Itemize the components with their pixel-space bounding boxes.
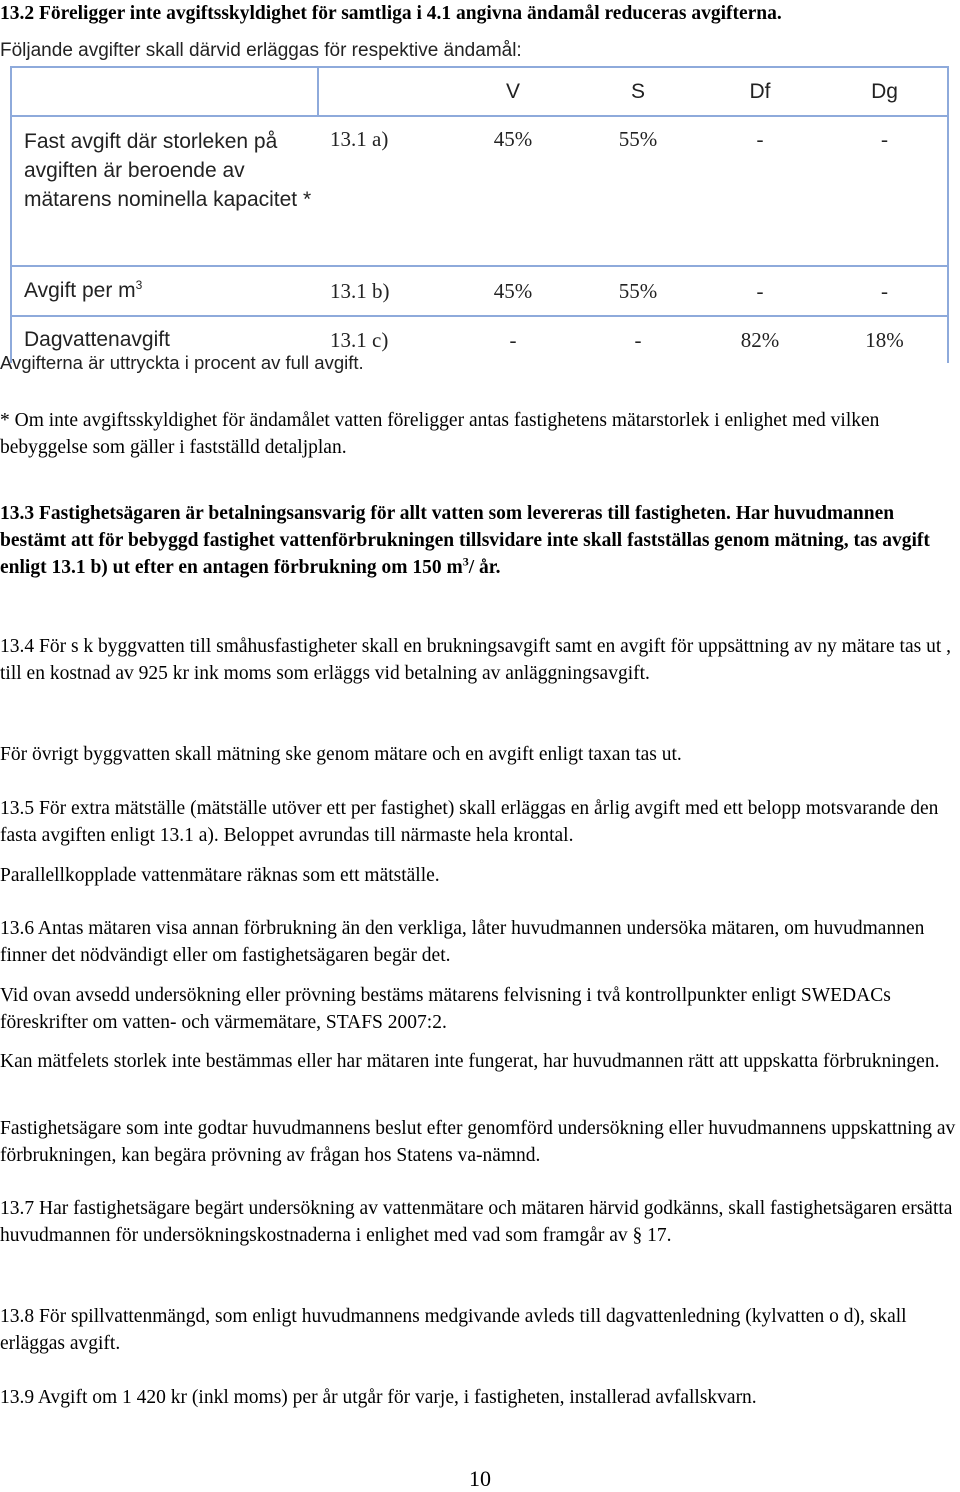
- value-s: 55%: [578, 116, 698, 266]
- table-row: [11, 266, 948, 316]
- value-dg: -: [822, 266, 948, 316]
- section-13-5: 13.5 För extra mätställe (mätställe utöver ett per fastighet) skall erläggas en årlig avgift med ett belopp motsvarande den fasta avgiften enligt 13.1 a). Beloppet avrundas till närmaste hela krontal.: [0, 798, 939, 846]
- value-s: 55%: [578, 266, 698, 316]
- column-header-s: S: [578, 67, 698, 116]
- value-v: 45%: [448, 266, 578, 316]
- row-label: Fast avgift där storleken på avgiften är beroende av mätarens nominella kapacitet *: [11, 116, 318, 266]
- paragraph-swedac: Vid ovan avsedd undersökning eller prövning bestäms mätarens felvisning i två kontrollpunkter enligt SWEDACs föreskrifter om vatten- och värmemätare, STAFS 2007:2.: [0, 985, 891, 1033]
- table-header-row: [11, 67, 948, 116]
- column-header-df: Df: [698, 67, 822, 116]
- section-13-3-unit: / år.: [468, 557, 501, 578]
- value-df: -: [698, 266, 822, 316]
- column-header-v: V: [448, 67, 578, 116]
- row-label: Dagvattenavgift: [11, 316, 318, 363]
- value-v: -: [509, 327, 517, 352]
- section-13-4: 13.4 För s k byggvatten till småhusfastigheter skall en brukningsavgift samt en avgift för uppsättning av ny mätare tas ut , till en kostnad av 925 kr ink moms som erläggs vid betalning av anläggningsavgift.: [0, 636, 951, 684]
- header-empty-cell: [318, 67, 448, 116]
- value-df: 82%: [740, 327, 780, 352]
- row-reference: 13.1 a): [318, 116, 448, 266]
- row-label: [11, 266, 318, 316]
- row-reference: 13.1 c): [330, 327, 389, 352]
- value-dg: 18%: [822, 316, 948, 363]
- header-empty-cell: [11, 67, 318, 116]
- paragraph-provning: Fastighetsägare som inte godtar huvudmannens beslut efter genomförd undersökning eller huvudmannens uppskattning av förbrukningen, kan begära prövning av frågan hos Statens va-nämnd.: [0, 1118, 956, 1166]
- section-13-3-text: 13.3 Fastighetsägaren är betalningsansvarig för allt vatten som levereras till fastigheten. Har huvudmannen bestämt att för bebyggd fastighet vattenförbrukningen tillsvidare inte skall fastställas genom mätning, tas avgift enligt 13.1 b) ut efter en antagen förbrukning om 150 m: [0, 503, 930, 578]
- paragraph-byggvatten: För övrigt byggvatten skall mätning ske genom mätare och en avgift enligt taxan tas ut.: [0, 744, 682, 765]
- section-13-8: 13.8 För spillvattenmängd, som enligt huvudmannens medgivande avleds till dagvattenledning (kylvatten o d), skall erläggas avgift.: [0, 1306, 907, 1354]
- footnote-asterisk: * Om inte avgiftsskyldighet för ändamålet vatten föreligger antas fastighetens mätarstorlek i enlighet med vilken bebyggelse som gäller i fastställd detaljplan.: [0, 410, 880, 458]
- table-note: Avgifterna är uttryckta i procent av full avgift.: [0, 352, 364, 373]
- intro-text: Följande avgifter skall därvid erläggas för respektive ändamål:: [0, 40, 522, 61]
- page-number: 10: [469, 1466, 491, 1491]
- column-header-dg: Dg: [822, 67, 948, 116]
- value-s: -: [634, 327, 642, 352]
- value-v: 45%: [448, 116, 578, 266]
- section-heading-13-2: 13.2 Föreligger inte avgiftsskyldighet för samtliga i 4.1 angivna ändamål reduceras avgifterna.: [0, 3, 782, 24]
- section-13-6: 13.6 Antas mätaren visa annan förbrukning än den verkliga, låter huvudmannen undersöka mätaren, om huvudmannen finner det nödvändigt eller om fastighetsägaren begär det.: [0, 918, 925, 966]
- row-reference: 13.1 b): [318, 266, 448, 316]
- table-row: [11, 116, 948, 266]
- section-13-3-superscript: 3: [462, 554, 469, 569]
- row-label-superscript: 3: [135, 278, 143, 292]
- section-13-9: 13.9 Avgift om 1 420 kr (inkl moms) per år utgår för varje, i fastigheten, installerad avfallskvarn.: [0, 1387, 757, 1408]
- section-13-7: 13.7 Har fastighetsägare begärt undersökning av vattenmätare och mätaren härvid godkänns, skall fastighetsägaren ersätta huvudmannen för undersökningskostnaderna i enlighet med vad som framgår av § 17.: [0, 1198, 953, 1246]
- section-13-3: [0, 500, 960, 581]
- value-df: -: [698, 116, 822, 266]
- paragraph-uppskatta: Kan mätfelets storlek inte bestämmas eller har mätaren inte fungerat, har huvudmannen rätt att uppskatta förbrukningen.: [0, 1051, 940, 1072]
- fee-distribution-table: [10, 66, 949, 363]
- paragraph-parallellkopplade: Parallellkopplade vattenmätare räknas som ett mätställe.: [0, 865, 440, 886]
- row-label-text: Avgift per m: [24, 279, 136, 302]
- value-dg: -: [822, 116, 948, 266]
